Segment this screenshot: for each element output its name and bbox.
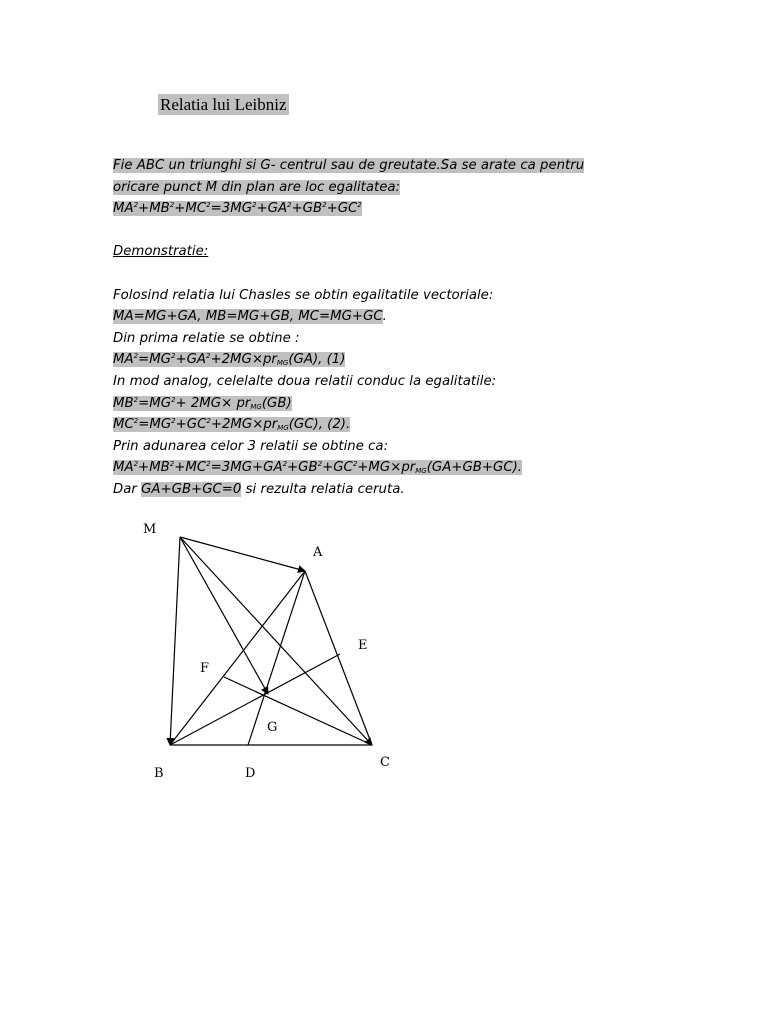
label-d: D: [245, 766, 256, 781]
proof-line-sum: Prin adunarea celor 3 relatii se obtine ca:: [113, 438, 389, 454]
vector-ma: [180, 537, 305, 571]
label-a: A: [313, 545, 323, 560]
proof-equation-1: $MA^2=MG^2+GA^2+2MG\times pr_{MG}(GA)$, (1): [113, 352, 346, 368]
label-m: M: [143, 522, 157, 537]
proof-vector-equalities: MA=MG+GA, MB=MG+GB, MC=MG+GC.: [113, 309, 387, 325]
proof-line-first-relation: Din prima relatie se obtine :: [113, 330, 300, 346]
statement-equation: $MA^2+MB^2+MC^2=3MG^2+GA^2+GB^2+GC^2$: [113, 201, 362, 217]
statement-line-1: Fie ABC un triunghi si G- centrul sau de greutate.Sa se arate ca pentru: [113, 158, 585, 173]
page-title: Relatia lui Leibniz: [160, 95, 287, 114]
demonstration-heading: Demonstratie:: [113, 244, 209, 260]
median-ad: [248, 571, 305, 745]
label-b: B: [154, 766, 164, 781]
label-c: C: [380, 755, 390, 770]
label-f: F: [200, 661, 210, 676]
proof-line-chasles: Folosind relatia lui Chasles se obtin egalitatile vectoriale:: [113, 287, 494, 303]
proof-conclusion: Dar GA+GB+GC=0 si rezulta relatia ceruta.: [113, 481, 405, 497]
proof-equation-4: $MA^2+MB^2+MC^2=3MG+GA^2+GB^2+GC^2+MG\times pr_{MG}(GA+GB+GC)$.: [113, 460, 523, 476]
leibniz-figure: [0, 500, 768, 800]
proof-equation-3: $MC^2=MG^2+GC^2+2MG\times pr_{MG}(GC)$, (2).: [113, 417, 351, 433]
vector-mb: [170, 537, 180, 745]
document-body: [113, 155, 673, 501]
label-g: G: [267, 720, 278, 735]
median-be: [170, 654, 340, 745]
vector-mg: [180, 537, 268, 694]
vector-mc: [180, 537, 372, 745]
proof-line-analog: In mod analog, celelalte doua relatii conduc la egalitatile:: [113, 373, 497, 389]
label-e: E: [358, 638, 368, 653]
side-ab: [170, 571, 305, 745]
statement-line-2: oricare punct M din plan are loc egalitatea:: [113, 179, 401, 195]
proof-equation-2: $MB^2=MG^2+ 2MG\times pr_{MG}(GB)$: [113, 395, 292, 411]
